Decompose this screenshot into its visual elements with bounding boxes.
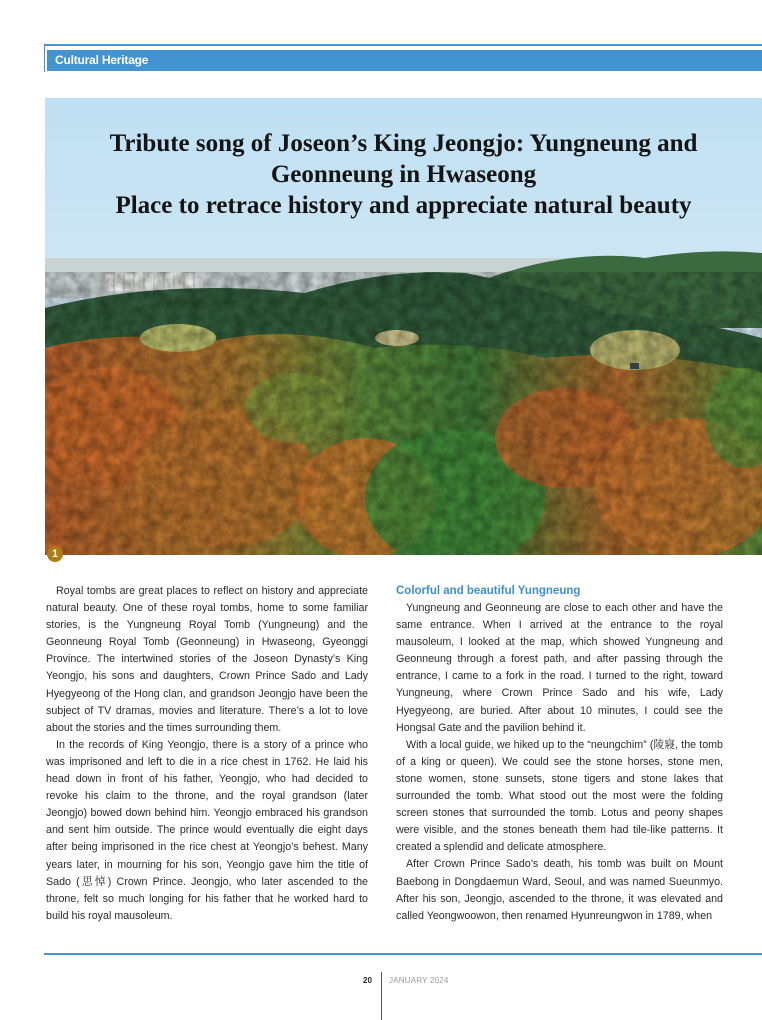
- headline-line-2: Geonneung in Hwaseong: [270, 161, 537, 188]
- photo-number-badge: 1: [47, 546, 63, 562]
- top-rule-left: [44, 44, 45, 72]
- left-column: [46, 583, 368, 925]
- paragraph: After Crown Prince Sado’s death, his tomb was built on Mount Baebong in Dongdaemun Ward, Seoul, and was named Sueunmyo. After his son, Jeongjo, ascended to the throne, it was elevated and called Yeongwoowon, then renamed Hyunreungwon in 1789, when: [396, 858, 723, 922]
- section-header-bar: [47, 50, 762, 71]
- paragraph: In the records of King Yeongjo, there is a story of a prince who was imprisoned and left to die in a rice chest in 1762. He laid his head down in front of his father, Yeongjo, who had decided to revoke his claim to the throne, and the royal grandson (later Jeongjo) bowed down behind him. Yeongjo embraced his grandson and sent him outside. The prince would eventually die eight days after being imprisoned in the rice chest at Yeongjo’s behest. Many years later, in mourning for his son, Yeongjo gave him the title of Sado (思悼) Crown Prince. Jeongjo, who later ascended to the throne, felt so much longing for his father that he worked hard to build his royal mausoleum.: [46, 738, 368, 922]
- headline-line-3: Place to retrace history and appreciate natural beauty: [115, 192, 692, 219]
- paragraph: With a local guide, we hiked up to the “neungchim” (陵寢, the tomb of a king or queen). We could see the stone horses, stone men, stone women, stone sunsets, stone tigers and stone lakes that surrounded the tomb. What stood out the most were the folding screen stones that surrounded the tomb. Lotus and peony shapes were visible, and the stones beneath them had tile-like patterns. It created a splendid and delicate atmosphere.: [396, 738, 723, 854]
- section-label: Cultural Heritage: [55, 53, 149, 67]
- paragraph: Royal tombs are great places to reflect on history and appreciate natural beauty. One of these royal tombs, home to some familiar stories, is the Yungneung Royal Tomb (Yungneung) and the Geonneung Royal Tomb (Geonneung) in Hwaseong, Gyeonggi Province. The intertwined stories of the Joseon Dynasty’s King Yeongjo, his sons and daughters, Crown Prince Sado and Lady Hyegyeong of the Hong clan, and grandson Jeongjo have been the subject of TV dramas, movies and literature. There’s a lot to love about the stories and the times surrounding them.: [46, 585, 368, 734]
- right-column: [396, 583, 723, 925]
- paragraph: Yungneung and Geonneung are close to each other and have the same entrance. When I arrived at the entrance to the royal mausoleum, I looked at the map, which showed Yungneung and Geonneung through a forest path, and after passing through the entrance, I came to a fork in the road. I turned to the right, toward Yungneung, where Crown Prince Sado and his wife, Lady Hyegyeong, are buried. After about 10 minutes, I could see the Hongsal Gate and the pavilion behind it.: [396, 602, 723, 734]
- article-headline: [45, 128, 762, 221]
- issue-date: JANUARY 2024: [389, 976, 449, 985]
- page-number: 20: [363, 976, 372, 985]
- subheading: Colorful and beautiful Yungneung: [396, 585, 581, 597]
- footer-separator: [381, 972, 382, 1020]
- headline-line-1: Tribute song of Joseon’s King Jeongjo: Yungneung and: [109, 130, 698, 157]
- footer-rule: [44, 953, 762, 955]
- hero-photo: [45, 98, 762, 555]
- canopy-texture: [45, 298, 762, 555]
- top-rule: [44, 44, 762, 46]
